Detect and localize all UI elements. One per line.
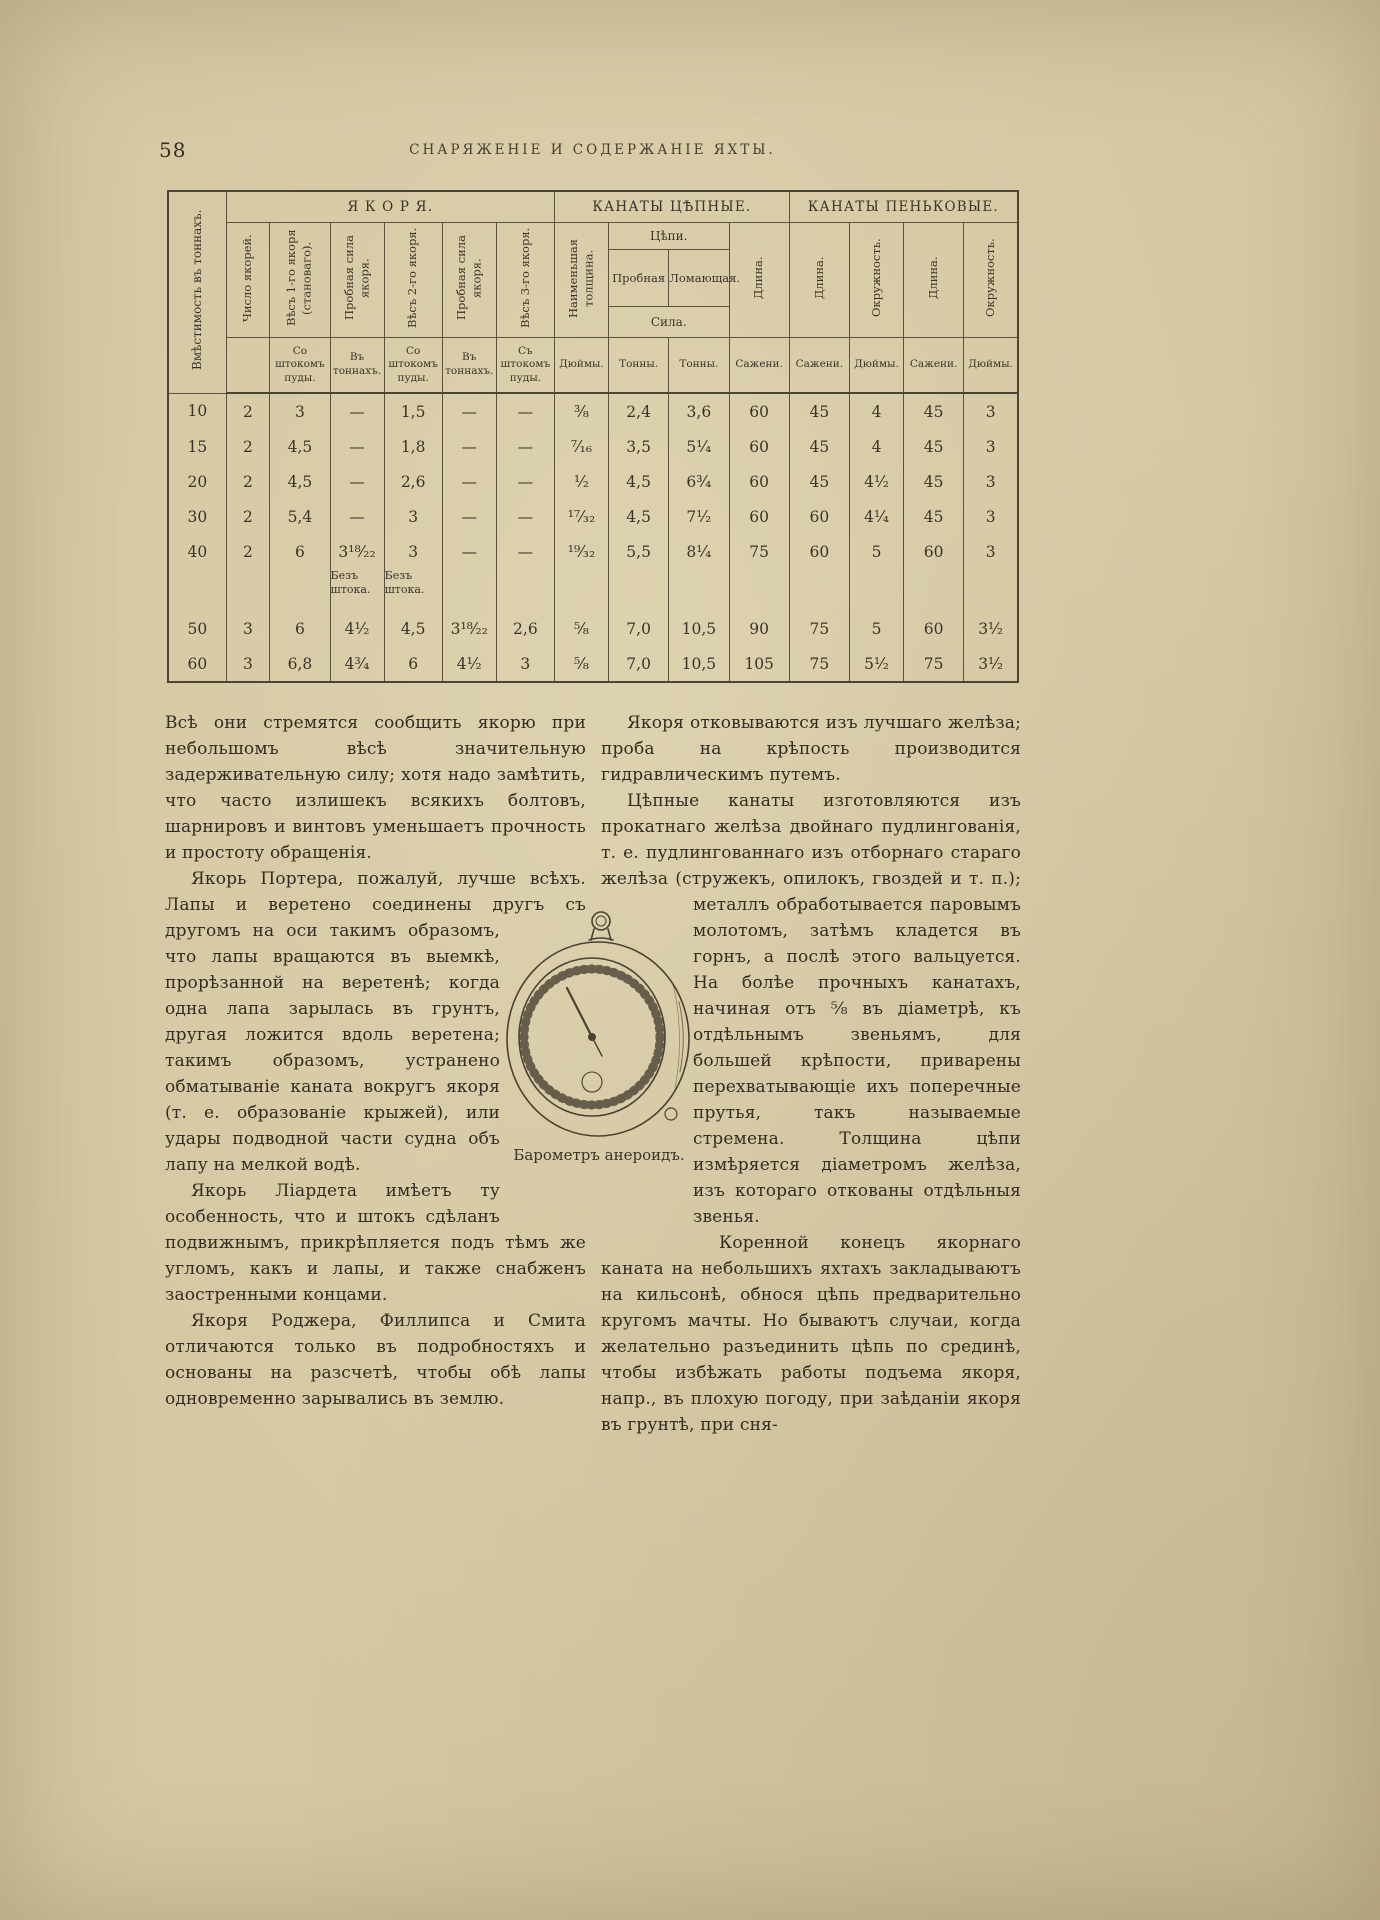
table-cell: 5 (850, 534, 904, 569)
unit-cell: Тонны. (609, 338, 669, 394)
table-cell: 20 (168, 464, 226, 499)
table-cell: 3¹⁄₂ (964, 646, 1018, 682)
unit-cell: Дюймы. (964, 338, 1018, 394)
table-row (168, 499, 1018, 534)
table-cell: 10 (168, 393, 226, 429)
table-cell: 3 (270, 393, 330, 429)
unit-cell: Въ тоннахъ. (442, 338, 496, 394)
table-cell: 3 (496, 646, 554, 682)
table-cell: 50 (168, 611, 226, 646)
table-row-note (168, 569, 1018, 611)
table-cell: 10,5 (669, 611, 729, 646)
table-cell: 60 (729, 429, 789, 464)
table-cell: — (442, 429, 496, 464)
table-cell: 3 (964, 464, 1018, 499)
group-header-anchors: Я К О Р Я. (226, 191, 554, 223)
unit-cell: Со штокомъ пуды. (270, 338, 330, 394)
note-bez-shtoka: Безъ штока. (384, 569, 442, 611)
table-cell: ¹⁄₂ (554, 464, 608, 499)
table-cell: 3 (964, 534, 1018, 569)
col-header-force: Сила. (609, 307, 730, 338)
table-cell: 3 (964, 429, 1018, 464)
table-cell: 2,6 (384, 464, 442, 499)
col-header-hemp-circumference-1: Окружность. (850, 223, 904, 338)
table-cell: 75 (789, 646, 849, 682)
note-bez-shtoka: Безъ штока. (330, 569, 384, 611)
table-cell: 4 (850, 393, 904, 429)
table-cell: 75 (789, 611, 849, 646)
table-cell (729, 569, 789, 611)
table-cell: 2 (226, 499, 270, 534)
table-cell: 3 (226, 646, 270, 682)
paragraph: Коренной конецъ якорнаго каната на небольшихъ яхтахъ закладываютъ на кильсонѣ, обнося цѣпь предварительно кругомъ мачты. Но бываютъ случаи, когда желательно разъединить цѣпь по срединѣ, чтобы избѣжать работы подъема якоря, напр., въ плохую погоду, при заѣданіи якоря въ грунтѣ, при сня- (601, 1233, 1021, 1435)
paragraph: Всѣ они стремятся сообщить якорю при небольшомъ вѣсѣ значительную задерживательную силу; хотя надо замѣтить, что часто излишекъ всякихъ болтовъ, шарнировъ и винтовъ уменьшаетъ прочность и простоту обращенія. (165, 713, 586, 863)
table-cell: 4³⁄₄ (330, 646, 384, 682)
table-cell: 30 (168, 499, 226, 534)
unit-cell: Въ тоннахъ. (330, 338, 384, 394)
table-cell: 45 (904, 393, 964, 429)
table-row (168, 393, 1018, 429)
col-header-breaking: Ломающая. (669, 250, 729, 307)
table-cell: ⁵⁄₈ (554, 646, 608, 682)
table-cell (609, 569, 669, 611)
table-cell: 7,0 (609, 611, 669, 646)
table-cell: — (496, 499, 554, 534)
paragraph-text: молотомъ, затѣмъ кладется въ горнъ, а послѣ этого вальцуется. На болѣе прочныхъ канатахъ, начиная отъ ⁵⁄₈ въ діаметрѣ, къ отдѣльнымъ звеньямъ, для большей крѣпости, приварены перехватывающіе ихъ поперечные прутья, такъ называемые стремена. Толщина цѣпи измѣряется діаметромъ желѣза, изъ котораго откованы отдѣльныя звенья. (693, 921, 1021, 1227)
table-cell: ⁵⁄₈ (554, 611, 608, 646)
table-cell: 4¹⁄₂ (442, 646, 496, 682)
col-header-proof-force-2: Пробная сила якоря. (442, 223, 496, 338)
table-cell: 4,5 (609, 464, 669, 499)
unit-cell: Сажени. (904, 338, 964, 394)
table-cell: 7,0 (609, 646, 669, 682)
table-cell (226, 569, 270, 611)
table-cell: ⁷⁄₁₆ (554, 429, 608, 464)
table-cell: 4,5 (609, 499, 669, 534)
table-cell: 4 (850, 429, 904, 464)
table-cell: 3 (964, 499, 1018, 534)
table-cell: 3 (964, 393, 1018, 429)
table-cell: 5,5 (609, 534, 669, 569)
unit-cell (226, 338, 270, 394)
table-cell: 75 (729, 534, 789, 569)
table-cell: 60 (904, 611, 964, 646)
table-cell: ³⁄₈ (554, 393, 608, 429)
col-header-weight-3rd-anchor: Вѣсъ 3-го якоря. (496, 223, 554, 338)
table-cell: 60 (904, 534, 964, 569)
table-cell: 5¹⁄₄ (669, 429, 729, 464)
table-cell (270, 569, 330, 611)
table-cell: 4,5 (384, 611, 442, 646)
table-cell: 45 (904, 429, 964, 464)
table-cell: 60 (168, 646, 226, 682)
table-cell: 60 (729, 499, 789, 534)
table-cell (789, 569, 849, 611)
table-cell (168, 569, 226, 611)
unit-cell: Дюймы. (850, 338, 904, 394)
table-cell: 3¹⁄₂ (964, 611, 1018, 646)
col-header-chain-length: Длина. (729, 223, 789, 338)
table-cell: 60 (729, 393, 789, 429)
unit-cell: Сажени. (729, 338, 789, 394)
table-cell: 7¹⁄₂ (669, 499, 729, 534)
table-cell: 2 (226, 534, 270, 569)
table-cell: 6 (384, 646, 442, 682)
aneroid-barometer-illustration (501, 906, 697, 1142)
table-cell: — (330, 393, 384, 429)
unit-cell: Тонны. (669, 338, 729, 394)
paragraph-text: Цѣпные канаты изготовляются изъ прокатнаго желѣза двойнаго пудлингованія, т. е. пудлингованнаго изъ отборнаго стараго желѣза (стружекъ, опилокъ, гвоздей и т. п.); металлъ обработывается паровымъ (601, 791, 1021, 915)
table-cell: 40 (168, 534, 226, 569)
table-cell: 45 (789, 464, 849, 499)
table-cell: 10,5 (669, 646, 729, 682)
table-cell: 45 (904, 464, 964, 499)
col-header-weight-1st-anchor: Вѣсъ 1-го якоря (становаго). (270, 223, 330, 338)
table-cell: — (496, 534, 554, 569)
table-row (168, 646, 1018, 682)
figure-aneroid-barometer (499, 906, 699, 1164)
unit-cell: Дюймы. (554, 338, 608, 394)
paragraph: Якоря Роджера, Филлипса и Смита отличаются только въ подробностяхъ и основаны на разсчетѣ, чтобы обѣ лапы одновременно зарывались въ землю. (165, 1311, 586, 1409)
table-cell: 45 (904, 499, 964, 534)
table-cell: — (496, 429, 554, 464)
col-header-num-anchors: Число якорей. (226, 223, 270, 338)
page-number: 58 (159, 138, 187, 162)
table-cell: ¹⁷⁄₃₂ (554, 499, 608, 534)
table-cell: 5 (850, 611, 904, 646)
table-cell: 3¹⁸⁄₂₂ (442, 611, 496, 646)
table-cell: — (330, 429, 384, 464)
col-header-capacity: Вмѣстимость въ тоннахъ. (168, 191, 226, 393)
table-cell: — (442, 499, 496, 534)
col-header-chains: Цѣпи. (609, 223, 730, 250)
table-cell: 6 (270, 534, 330, 569)
table-cell: 2,6 (496, 611, 554, 646)
table-row (168, 611, 1018, 646)
table-cell: 6³⁄₄ (669, 464, 729, 499)
running-header: СНАРЯЖЕНІЕ И СОДЕРЖАНІЕ ЯХТЫ. (409, 142, 776, 158)
table-row-headers (168, 223, 1018, 250)
table-cell: ¹⁹⁄₃₂ (554, 534, 608, 569)
table-cell: 60 (789, 534, 849, 569)
col-header-proof-force-1: Пробная сила якоря. (330, 223, 384, 338)
table-cell: 4¹⁄₂ (850, 464, 904, 499)
col-header-hemp-length-1: Длина. (789, 223, 849, 338)
table-cell (964, 569, 1018, 611)
paragraph: Якоря отковываются изъ лучшаго желѣза; проба на крѣпость производится гидравлическимъ путемъ. (601, 713, 1021, 785)
col-header-weight-2nd-anchor: Вѣсъ 2-го якоря. (384, 223, 442, 338)
table-cell: — (442, 464, 496, 499)
table-cell (850, 569, 904, 611)
table-row (168, 464, 1018, 499)
table-row (168, 429, 1018, 464)
table-cell (669, 569, 729, 611)
table-cell: 8¹⁄₄ (669, 534, 729, 569)
table-cell (904, 569, 964, 611)
figure-caption: Барометръ анероидъ. (513, 1146, 685, 1164)
table-cell: — (330, 499, 384, 534)
table-cell (554, 569, 608, 611)
table-cell: 2 (226, 429, 270, 464)
table-cell: 2 (226, 464, 270, 499)
table-cell: 60 (789, 499, 849, 534)
table-cell: 75 (904, 646, 964, 682)
table-cell: 4,5 (270, 464, 330, 499)
col-header-min-thickness: Наименьшая толщина. (554, 223, 608, 338)
table-row-units (168, 338, 1018, 394)
anchor-cable-table (167, 190, 1019, 683)
table-cell: 3,6 (669, 393, 729, 429)
table-cell: 1,8 (384, 429, 442, 464)
table-cell: 4¹⁄₄ (850, 499, 904, 534)
table-cell: 2 (226, 393, 270, 429)
table-cell (496, 569, 554, 611)
table-row (168, 534, 1018, 569)
table-cell (442, 569, 496, 611)
table-cell: 3 (384, 534, 442, 569)
table-cell: 3 (226, 611, 270, 646)
table-cell: 3 (384, 499, 442, 534)
table-cell: 105 (729, 646, 789, 682)
table-cell: 6 (270, 611, 330, 646)
table-cell: 5¹⁄₂ (850, 646, 904, 682)
table-cell: — (496, 393, 554, 429)
table-cell: 45 (789, 429, 849, 464)
table-cell: 60 (729, 464, 789, 499)
table-cell: 4¹⁄₂ (330, 611, 384, 646)
paragraph-text: Якорь Портера, пожалуй, лучше всѣхъ. Лапы и веретено соединены другъ съ другомъ на оси такимъ образомъ, (165, 869, 586, 941)
col-header-hemp-circumference-2: Окружность. (964, 223, 1018, 338)
table-cell: 15 (168, 429, 226, 464)
group-header-chain-cables: КАНАТЫ ЦѢПНЫЕ. (554, 191, 789, 223)
table-row-groups (168, 191, 1018, 223)
col-header-hemp-length-2: Длина. (904, 223, 964, 338)
table-cell: 45 (789, 393, 849, 429)
table-cell: — (442, 393, 496, 429)
table-cell: — (496, 464, 554, 499)
table-cell: 3¹⁸⁄₂₂ (330, 534, 384, 569)
table-cell: — (442, 534, 496, 569)
col-header-proof: Пробная (609, 250, 669, 307)
table-cell: 1,5 (384, 393, 442, 429)
table-cell: 2,4 (609, 393, 669, 429)
group-header-hemp-cables: КАНАТЫ ПЕНЬКОВЫЕ. (789, 191, 1018, 223)
table-cell: 3,5 (609, 429, 669, 464)
table-cell: 4,5 (270, 429, 330, 464)
table-cell: — (330, 464, 384, 499)
table-cell: 90 (729, 611, 789, 646)
unit-cell: Сажени. (789, 338, 849, 394)
unit-cell: Съ штокомъ пуды. (496, 338, 554, 394)
paragraph: Якорь Ліардета имѣетъ ту особенность, что и штокъ сдѣланъ подвижнымъ, прикрѣпляется подъ тѣмъ же угломъ, какъ и лапы, и также снабженъ заостренными концами. (165, 1181, 586, 1305)
unit-cell: Со штокомъ пуды. (384, 338, 442, 394)
table-cell: 5,4 (270, 499, 330, 534)
table-cell: 6,8 (270, 646, 330, 682)
paragraph-text: что лапы вращаются въ выемкѣ, прорѣзанной на веретенѣ; когда одна лапа зарылась въ грунтъ, другая ложится вдоль веретена; такимъ образомъ, устранено обматываніе каната вокругъ якоря (т. е. образованіе крыжей), или удары подводной части судна объ лапу на мелкой водѣ. (165, 947, 500, 1175)
